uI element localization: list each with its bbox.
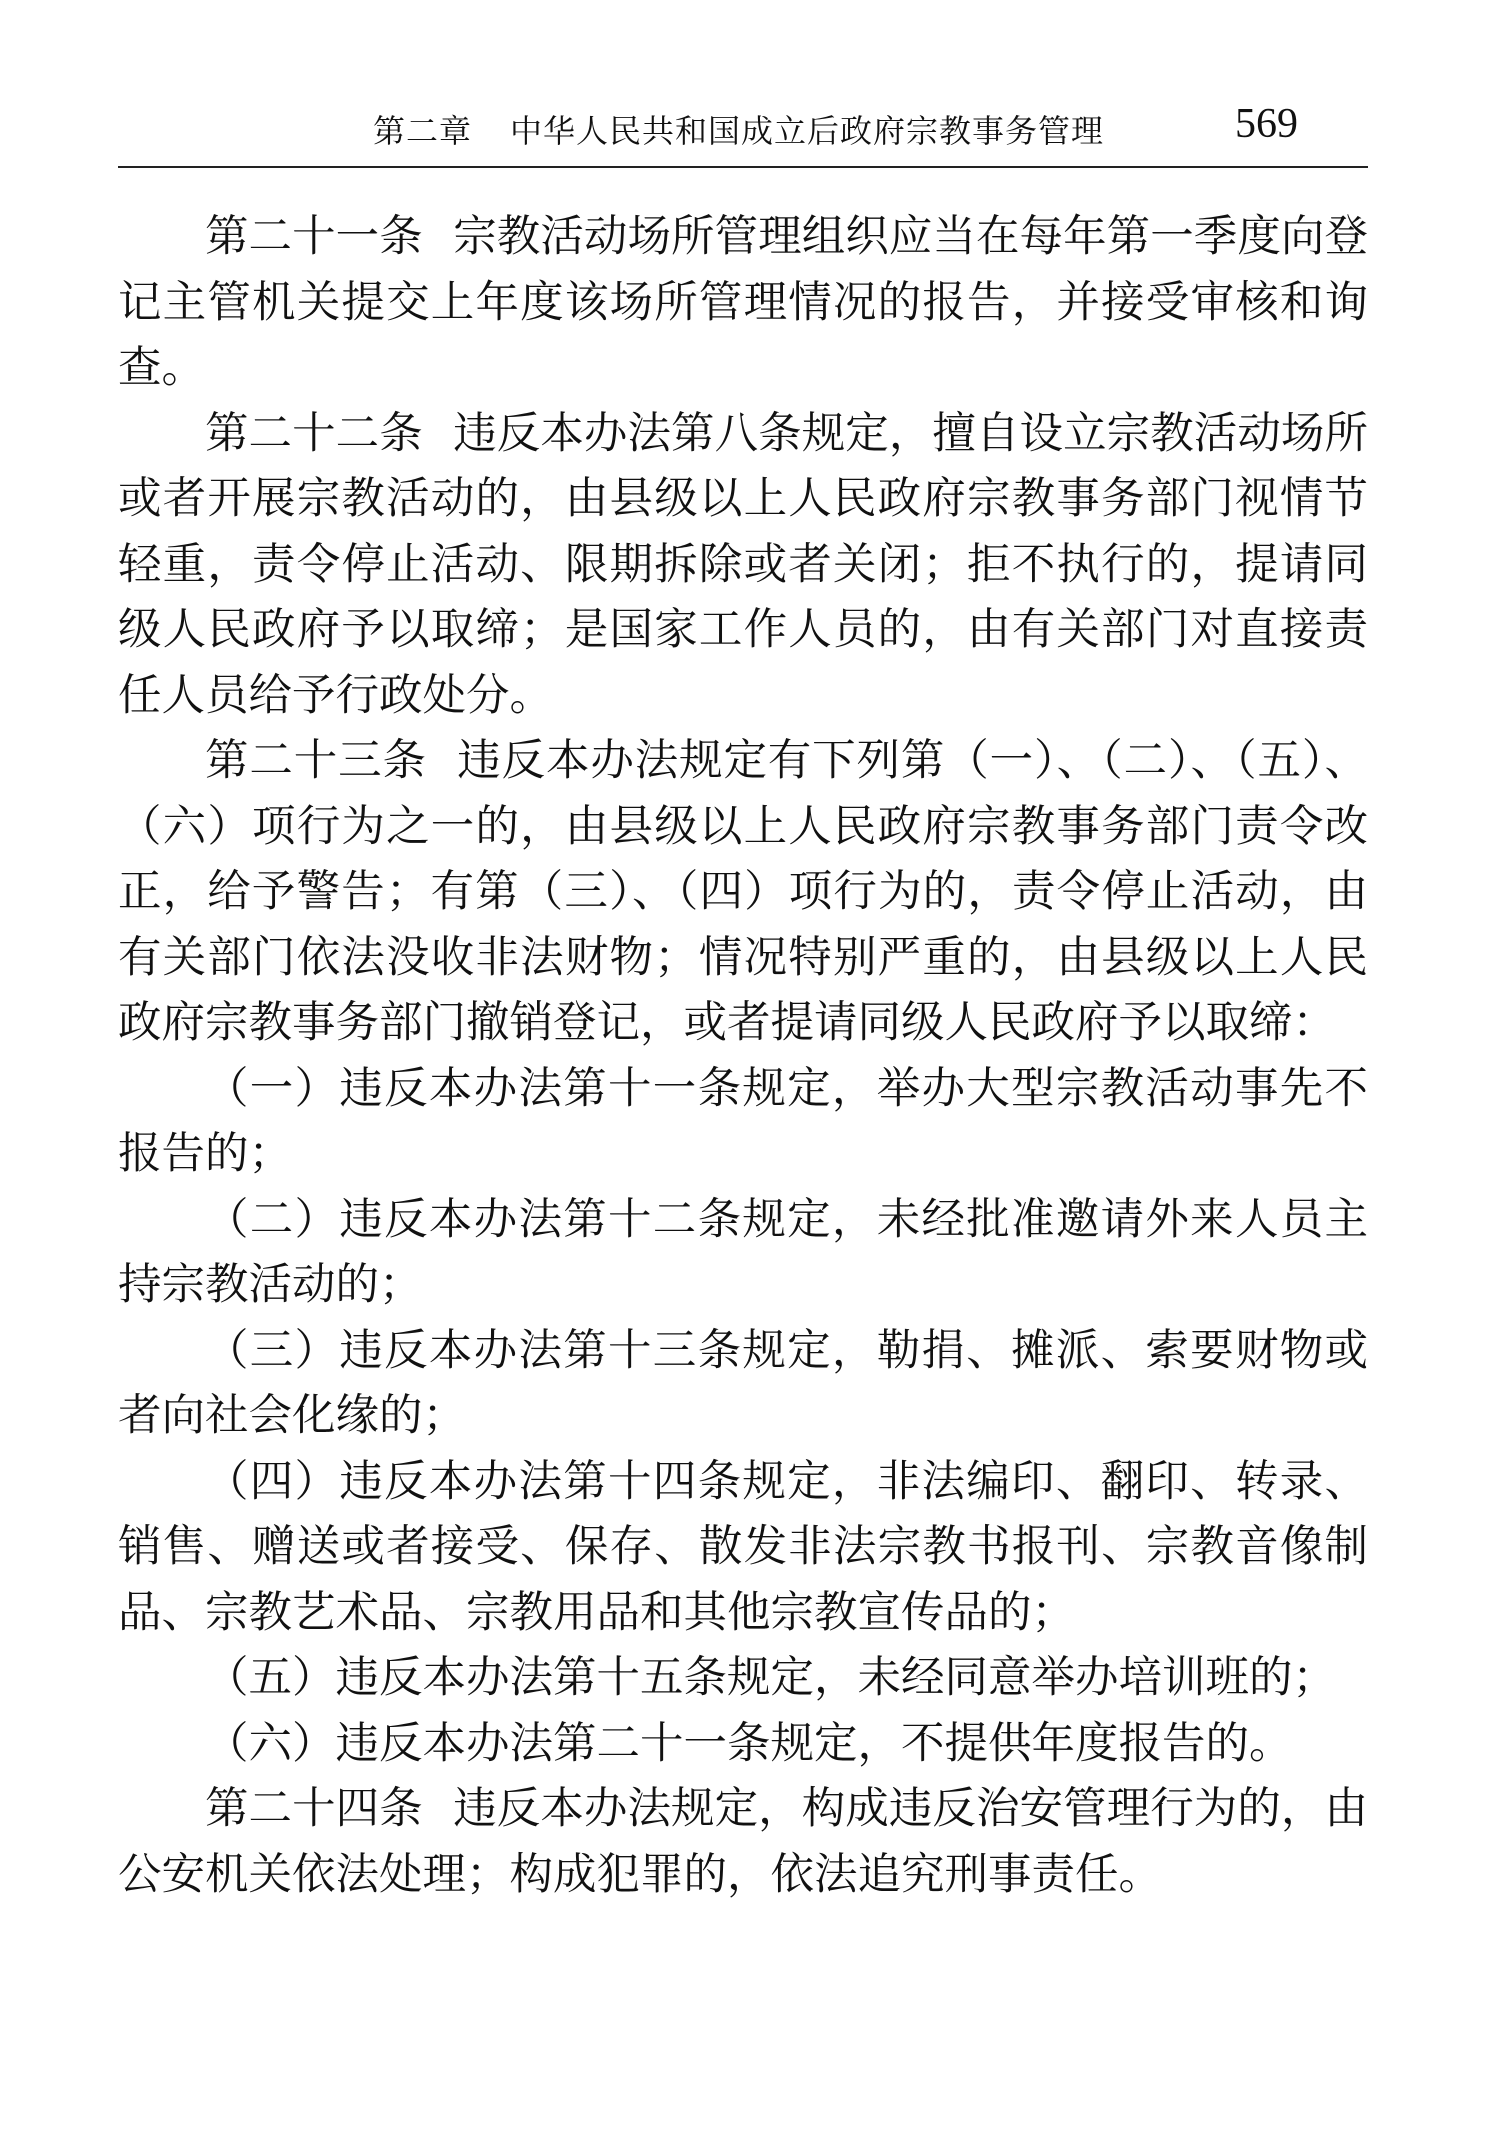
page-number: 569 bbox=[1235, 101, 1298, 147]
clause-6 bbox=[118, 1712, 1368, 1778]
article-number: 第二十四条 bbox=[205, 1784, 423, 1834]
chapter-title: 中华人民共和国成立后政府宗教事务管理 bbox=[510, 112, 1105, 150]
article-number: 第二十三条 bbox=[205, 736, 427, 786]
clause-text: （一）违反本办法第十一条规定，举办大型宗教活动事先不报告的； bbox=[118, 1063, 1368, 1179]
article-22 bbox=[118, 402, 1368, 730]
clause-text: （四）违反本办法第十四条规定，非法编印、翻印、转录、销售、赠送或者接受、保存、散发非法宗教书报刊、宗教音像制品、宗教艺术品、宗教用品和其他宗教宣传品的； bbox=[118, 1456, 1368, 1638]
clause-4 bbox=[118, 1450, 1368, 1647]
article-21 bbox=[118, 205, 1368, 402]
clause-text: （三）违反本办法第十三条规定，勒捐、摊派、索要财物或者向社会化缘的； bbox=[118, 1325, 1368, 1441]
clause-5 bbox=[118, 1646, 1368, 1712]
chapter-number: 第二章 bbox=[373, 112, 473, 150]
clause-text: （六）违反本办法第二十一条规定，不提供年度报告的。 bbox=[205, 1718, 1293, 1769]
body-text bbox=[118, 205, 1368, 1908]
article-24 bbox=[118, 1777, 1368, 1908]
clause-2 bbox=[118, 1188, 1368, 1319]
article-23 bbox=[118, 729, 1368, 1057]
article-text: 违反本办法规定，构成违反治安管理行为的，由公安机关依法处理；构成犯罪的，依法追究刑事责任。 bbox=[118, 1784, 1368, 1900]
article-text: 违反本办法第八条规定，擅自设立宗教活动场所或者开展宗教活动的，由县级以上人民政府宗教事务部门视情节轻重，责令停止活动、限期拆除或者关闭；拒不执行的，提请同级人民政府予以取缔；是国家工作人员的，由有关部门对直接责任人员给予行政处分。 bbox=[118, 408, 1368, 721]
running-header bbox=[118, 100, 1368, 168]
clause-3 bbox=[118, 1319, 1368, 1450]
clause-text: （二）违反本办法第十二条规定，未经批准邀请外来人员主持宗教活动的； bbox=[118, 1194, 1368, 1310]
article-number: 第二十二条 bbox=[205, 408, 423, 459]
chapter-heading bbox=[373, 106, 1104, 152]
clause-1 bbox=[118, 1057, 1368, 1188]
article-text: 违反本办法规定有下列第（一）、（二）、（五）、（六）项行为之一的，由县级以上人民政府宗教事务部门责令改正，给予警告；有第（三）、（四）项行为的，责令停止活动，由有关部门依法没收非法财物；情况特别严重的，由县级以上人民政府宗教事务部门撤销登记，或者提请同级人民政府予以取缔： bbox=[118, 736, 1369, 1048]
article-text: 宗教活动场所管理组织应当在每年第一季度向登记主管机关提交上年度该场所管理情况的报告，并接受审核和询查。 bbox=[118, 212, 1368, 393]
clause-text: （五）违反本办法第十五条规定，未经同意举办培训班的； bbox=[205, 1653, 1336, 1703]
article-number: 第二十一条 bbox=[205, 212, 423, 262]
